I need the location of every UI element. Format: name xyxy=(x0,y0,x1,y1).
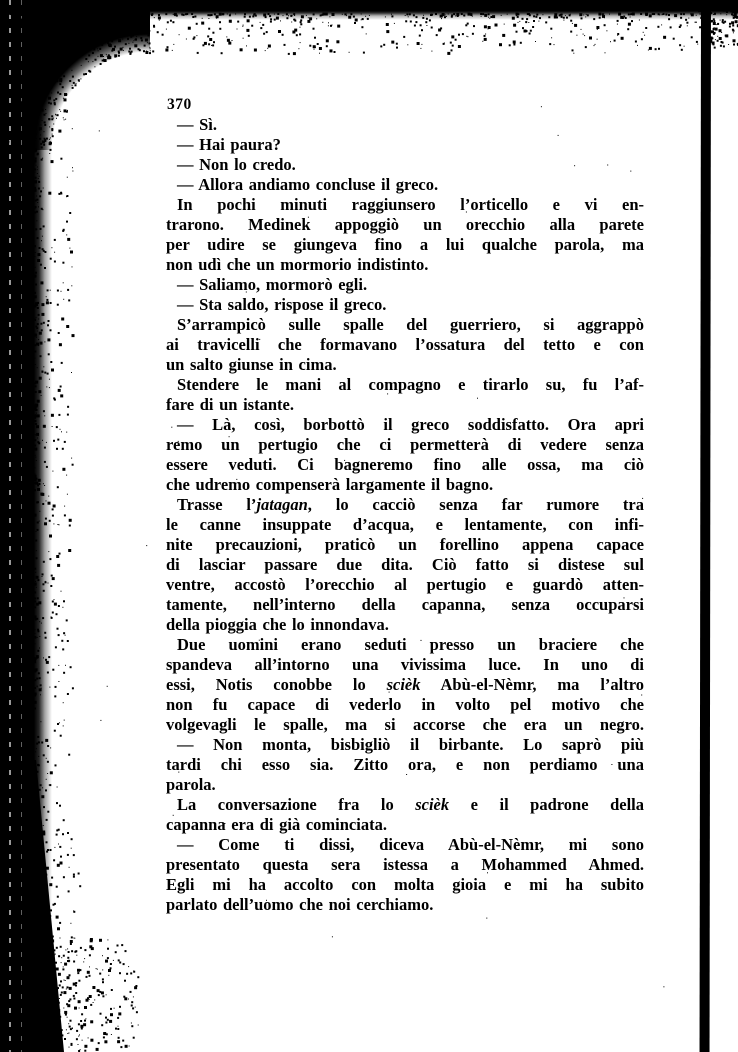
text-line xyxy=(166,655,644,675)
text-segment: di lasciar passare due dita. Ciò fatto si distese sul xyxy=(166,555,644,574)
text-segment: , lo cacciò senza far rumore tra xyxy=(307,495,644,514)
text-segment: — Là, così, borbottò il greco soddisfatto. Ora apri xyxy=(177,415,644,434)
scan-artifact-white-streak xyxy=(21,0,22,1052)
scan-artifact-left-band xyxy=(0,0,58,1052)
text-line xyxy=(166,175,644,195)
text-segment: — Non lo credo. xyxy=(177,155,296,174)
text-line xyxy=(166,395,644,415)
text-segment: non fu capace di vederlo in volto pel motivo che xyxy=(166,695,644,714)
noise-topright-corner xyxy=(0,0,2,2)
scan-artifact-topleft-corner xyxy=(0,0,150,150)
text-segment: — Allora andiamo concluse il greco. xyxy=(177,175,439,194)
text-segment: le canne insuppate d’acqua, e lentamente, con infi- xyxy=(166,515,644,534)
text-line xyxy=(166,895,644,915)
text-line xyxy=(166,755,644,775)
text-segment: In pochi minuti raggiunsero l’orticello e vi en- xyxy=(177,195,644,214)
text-line xyxy=(166,375,644,395)
text-line xyxy=(166,455,644,475)
text-segment: — Sta saldo, rispose il greco. xyxy=(177,295,387,314)
text-line xyxy=(166,315,644,335)
text-line xyxy=(166,615,644,635)
text-segment: della pioggia che lo innondava. xyxy=(166,615,389,634)
text-line xyxy=(166,415,644,435)
text-line xyxy=(166,475,644,495)
text-segment: — Saliamo, mormorò egli. xyxy=(177,275,368,294)
text-line xyxy=(166,135,644,155)
text-segment: ventre, accostò l’orecchio al pertugio e guardò atten- xyxy=(166,575,644,594)
italic-word: scièk xyxy=(386,675,421,694)
noise-bottomleft xyxy=(0,0,2,2)
scan-artifact-top-band xyxy=(0,0,738,24)
text-segment: ai travicelli che formavano l’ossatura del tetto e con xyxy=(166,335,644,354)
text-segment: trarono. Medinek appoggiò un orecchio alla parete xyxy=(166,215,644,234)
text-line xyxy=(166,855,644,875)
scan-artifact-right-line xyxy=(700,0,711,1052)
text-line xyxy=(166,215,644,235)
text-segment: Stendere le mani al compagno e tirarlo su, fu l’af- xyxy=(177,375,644,394)
text-line xyxy=(166,635,644,655)
text-segment: spandeva all’intorno una vivissima luce. In uno di xyxy=(166,655,644,674)
text-line xyxy=(166,115,644,135)
text-line xyxy=(166,435,644,455)
text-line xyxy=(166,595,644,615)
text-segment: per udire se giungeva fino a lui qualche parola, ma xyxy=(166,235,644,254)
text-segment: — Come ti dissi, diceva Abù-el-Nèmr, mi sono xyxy=(177,835,644,854)
text-line xyxy=(166,555,644,575)
text-block xyxy=(166,115,644,915)
text-line xyxy=(166,255,644,275)
noise-sparse xyxy=(0,0,2,2)
text-line xyxy=(166,295,644,315)
text-segment: nite precauzioni, praticò un forellino appena capace xyxy=(166,535,644,554)
text-line xyxy=(166,835,644,855)
text-line xyxy=(166,515,644,535)
text-line xyxy=(166,195,644,215)
text-line xyxy=(166,815,644,835)
text-segment: non udì che un mormorio indistinto. xyxy=(166,255,429,274)
noise-topleft-corner xyxy=(0,0,2,2)
text-segment: — Non monta, bisbigliò il birbante. Lo saprò più xyxy=(177,735,644,754)
text-line xyxy=(166,675,644,695)
text-segment: La conversazione fra lo xyxy=(177,795,416,814)
scan-artifact-left-wedge xyxy=(0,760,64,1052)
text-segment: Abù-el-Nèmr, ma l’altro xyxy=(420,675,644,694)
text-line xyxy=(166,795,644,815)
text-segment: volgevagli le spalle, ma si accorse che era un negro. xyxy=(166,715,644,734)
text-segment: presentato questa sera istessa a Mohammed Ahmed. xyxy=(166,855,644,874)
text-segment: fare di un istante. xyxy=(166,395,294,414)
text-segment: — Sì. xyxy=(177,115,218,134)
text-segment: Trasse l’ xyxy=(177,495,257,514)
noise-top-edge xyxy=(0,0,2,2)
text-segment: parlato dell’uomo che noi cerchiamo. xyxy=(166,895,434,914)
text-segment: essere veduti. Ci bagneremo fino alle ossa, ma ciò xyxy=(166,455,644,474)
text-line xyxy=(166,275,644,295)
text-line xyxy=(166,715,644,735)
text-line xyxy=(166,575,644,595)
text-line xyxy=(166,495,644,515)
text-segment: tamente, nell’interno della capanna, senza occuparsi xyxy=(166,595,644,614)
text-line xyxy=(166,335,644,355)
text-segment: un salto giunse in cima. xyxy=(166,355,337,374)
text-line xyxy=(166,535,644,555)
noise-left-edge xyxy=(0,0,2,2)
italic-word: jatagan xyxy=(256,495,308,514)
text-line xyxy=(166,235,644,255)
text-line xyxy=(166,735,644,755)
text-line xyxy=(166,875,644,895)
scan-artifact-white-streak xyxy=(9,0,11,1052)
text-line xyxy=(166,155,644,175)
text-segment: essi, Notis conobbe lo xyxy=(166,675,387,694)
italic-word: scièk xyxy=(415,795,450,814)
page-number: 370 xyxy=(167,96,192,113)
text-segment: Due uomini erano seduti presso un braciere che xyxy=(177,635,644,654)
text-line xyxy=(166,775,644,795)
text-line xyxy=(166,695,644,715)
text-segment: parola. xyxy=(166,775,216,794)
text-segment: remo un pertugio che ci permetterà di vedere senza xyxy=(166,435,644,454)
text-segment: tardi chi esso sia. Zitto ora, e non perdiamo una xyxy=(166,755,644,774)
text-segment: e il padrone della xyxy=(449,795,644,814)
text-segment: — Hai paura? xyxy=(177,135,281,154)
text-segment: S’arrampicò sulle spalle del guerriero, si aggrappò xyxy=(177,315,644,334)
text-segment: Egli mi ha accolto con molta gioia e mi ha subito xyxy=(166,875,644,894)
text-segment: che udremo compenserà largamente il bagno. xyxy=(166,475,494,494)
text-line xyxy=(166,355,644,375)
text-segment: capanna era di già cominciata. xyxy=(166,815,387,834)
